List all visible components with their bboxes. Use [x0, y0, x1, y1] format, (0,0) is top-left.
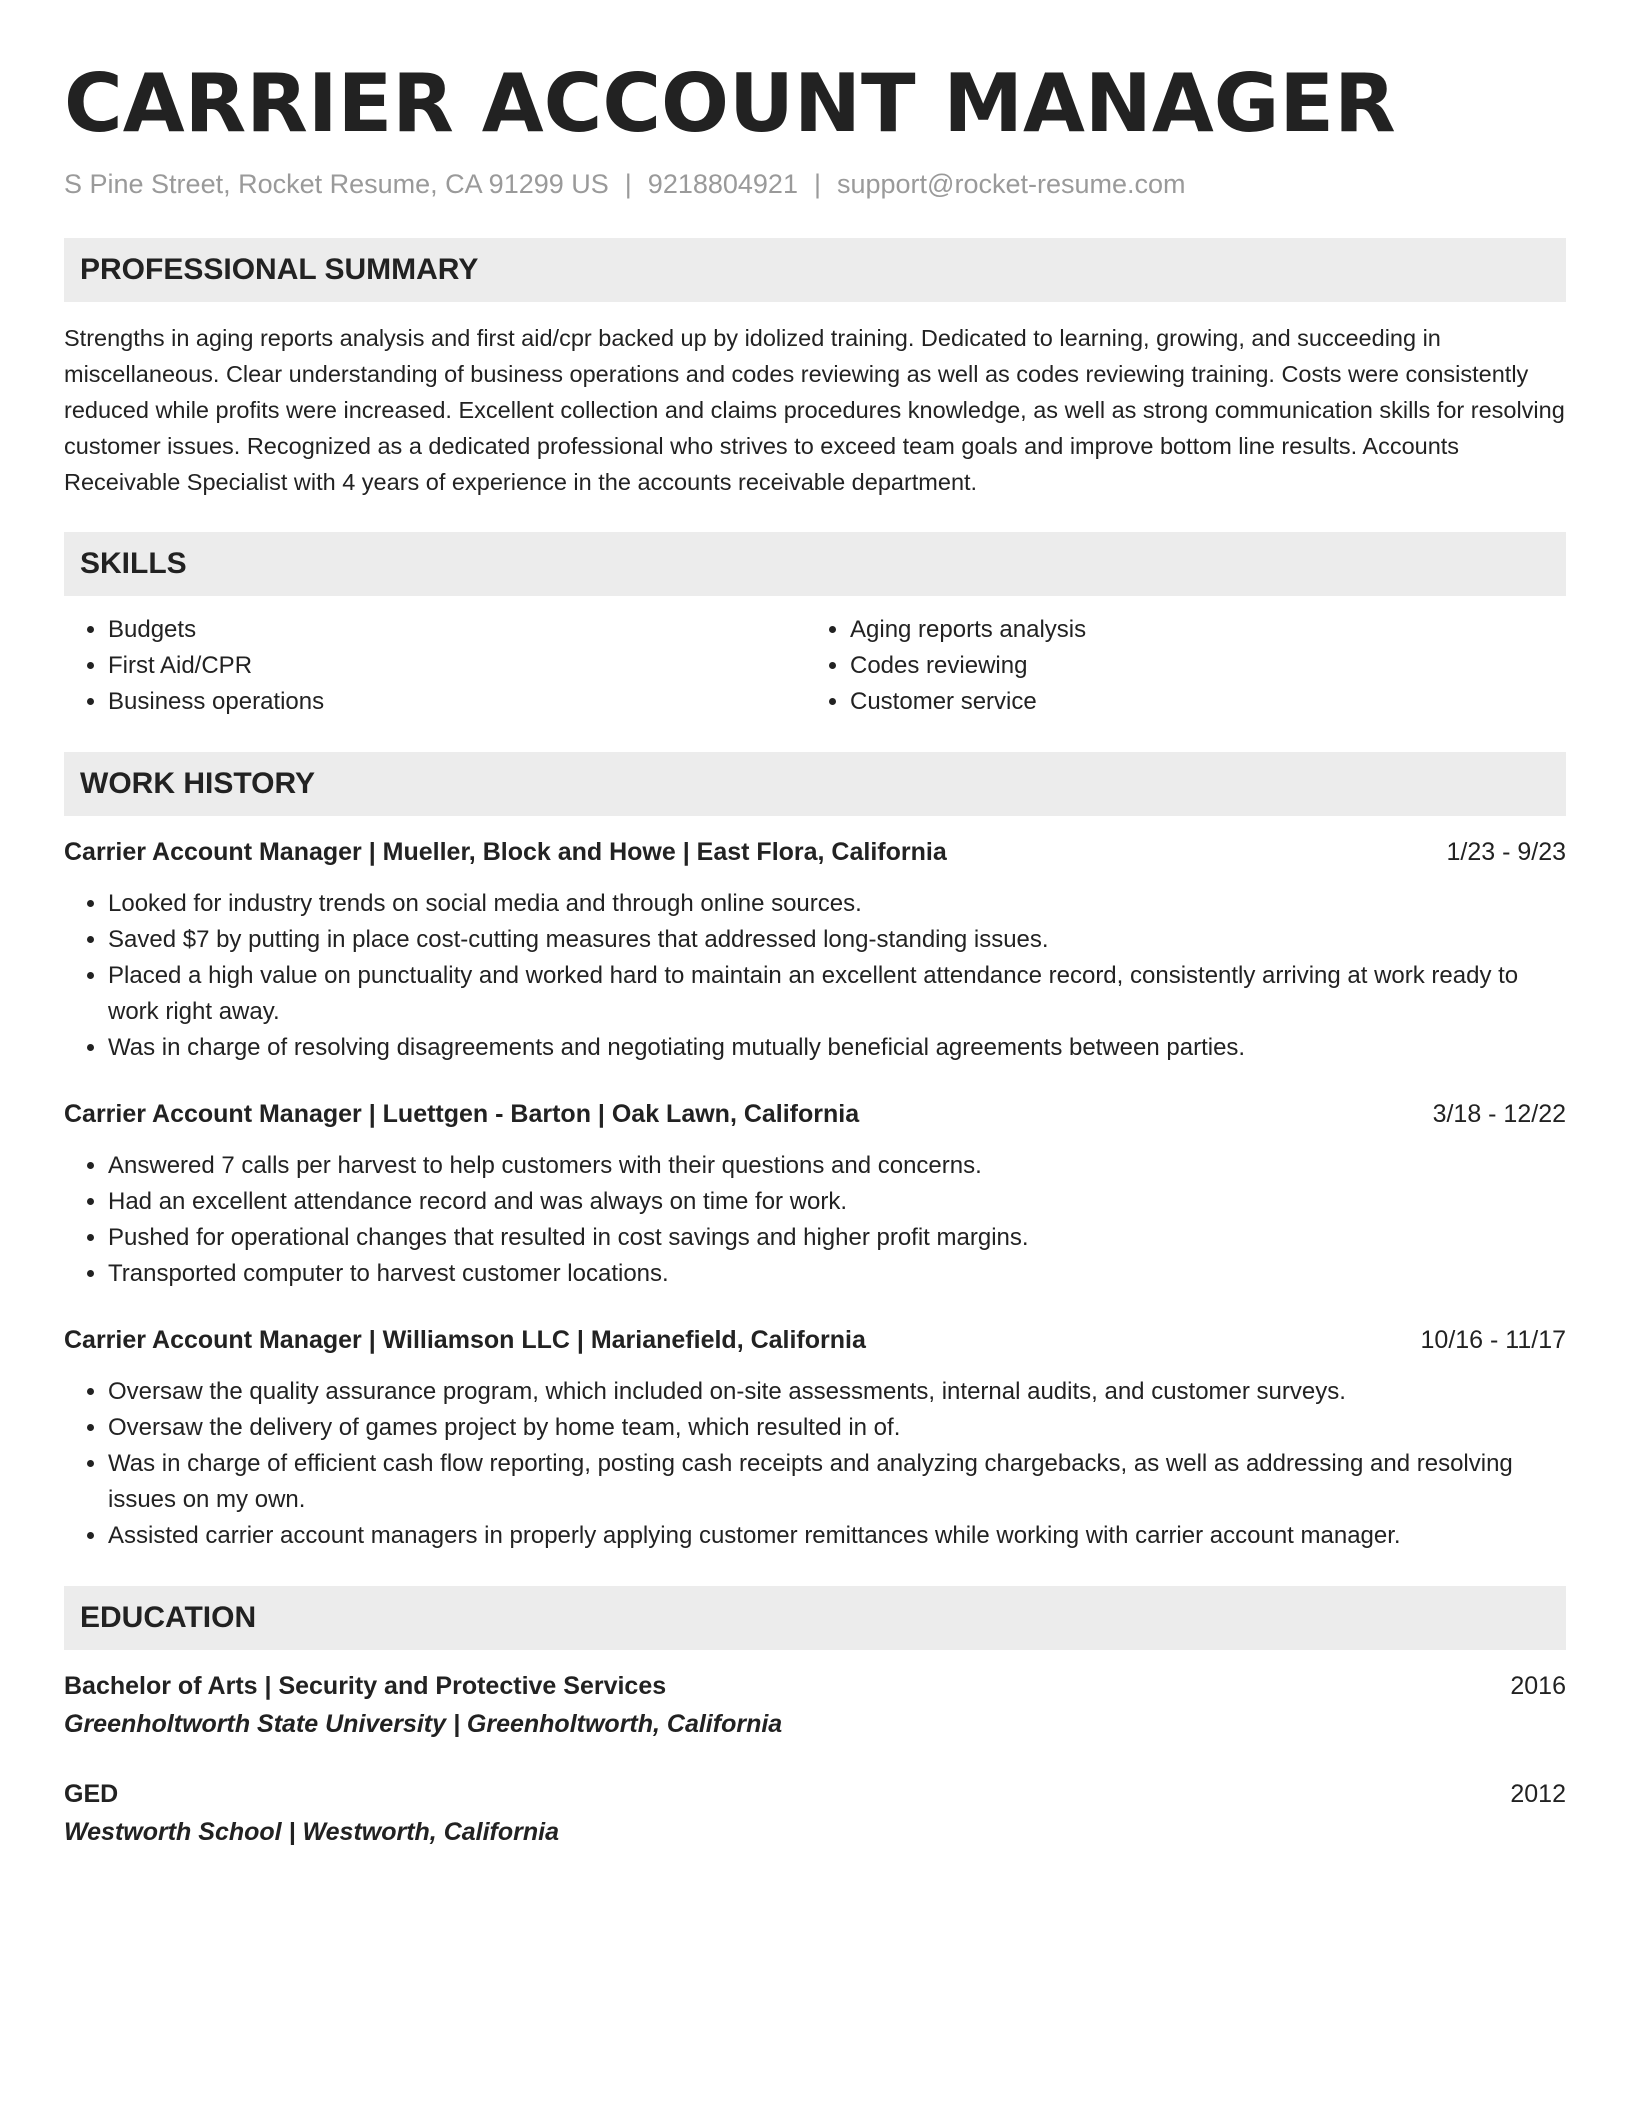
- resume-name: CARRIER ACCOUNT MANAGER: [64, 57, 1396, 150]
- job-bullet: • Pushed for operational changes that resulted in cost savings and higher profit margins.: [108, 1220, 1566, 1256]
- job-bullet: • Was in charge of resolving disagreements and negotiating mutually beneficial agreements between parties.: [108, 1030, 1566, 1066]
- education-year: 2012: [1510, 1780, 1566, 1808]
- contact-phone: 9218804921: [647, 169, 798, 199]
- job-dates: 1/23 - 9/23: [1446, 838, 1566, 866]
- section-header-skills: SKILLS: [64, 532, 1566, 596]
- education-degree: Bachelor of Arts | Security and Protective Services: [64, 1672, 667, 1700]
- job-bullets: [64, 886, 1566, 1066]
- job-header: [64, 1096, 1566, 1132]
- education-degree: GED: [64, 1780, 119, 1808]
- skills-column-right: [806, 612, 1548, 720]
- job-bullet: • Saved $7 by putting in place cost-cutting measures that addressed long-standing issues.: [108, 922, 1566, 958]
- section-header-education: EDUCATION: [64, 1586, 1566, 1650]
- contact-email: support@rocket-resume.com: [836, 169, 1186, 199]
- job-dates: 10/16 - 11/17: [1420, 1326, 1566, 1354]
- job-bullet: • Answered 7 calls per harvest to help customers with their questions and concerns.: [108, 1148, 1566, 1184]
- job-entry: [64, 1096, 1566, 1292]
- education-school: Greenholtworth State University | Greenholtworth, California: [64, 1710, 783, 1738]
- contact-separator: |: [813, 169, 821, 199]
- skill-item: • Aging reports analysis: [850, 612, 1548, 648]
- job-bullet: • Assisted carrier account managers in properly applying customer remittances while working with carrier account manager.: [108, 1518, 1566, 1554]
- skill-item: • Customer service: [850, 684, 1548, 720]
- job-bullet: • Was in charge of efficient cash flow reporting, posting cash receipts and analyzing chargebacks, as well as addressing and resolving issues on my own.: [108, 1446, 1566, 1518]
- job-entry: [64, 1322, 1566, 1554]
- section-header-summary: PROFESSIONAL SUMMARY: [64, 238, 1566, 302]
- job-bullet: • Oversaw the quality assurance program, which included on-site assessments, internal audits, and customer surveys.: [108, 1374, 1566, 1410]
- skill-item: • Business operations: [108, 684, 806, 720]
- job-bullet: • Transported computer to harvest customer locations.: [108, 1256, 1566, 1292]
- job-bullet: • Looked for industry trends on social media and through online sources.: [108, 886, 1566, 922]
- job-bullet: • Oversaw the delivery of games project by home team, which resulted in of.: [108, 1410, 1566, 1446]
- education-header: [64, 1668, 1566, 1704]
- contact-separator: |: [624, 169, 632, 199]
- education-school: Westworth School | Westworth, California: [64, 1818, 559, 1846]
- contact-line: [64, 166, 1566, 202]
- job-bullets: [64, 1374, 1566, 1554]
- education-header: [64, 1776, 1566, 1812]
- contact-address: S Pine Street, Rocket Resume, CA 91299 US: [64, 169, 609, 199]
- skills-list: [64, 612, 1566, 720]
- skill-item: • Codes reviewing: [850, 648, 1548, 684]
- job-header: [64, 1322, 1566, 1358]
- section-header-work: WORK HISTORY: [64, 752, 1566, 816]
- summary-text: Strengths in aging reports analysis and first aid/cpr backed up by idolized training. Dedicated to learning, growing, and succeeding in miscellaneous. Clear understanding of business operations and codes reviewing as well as codes reviewing training. Costs were consistently reduced while profits were increased. Excellent collection and claims procedures knowledge, as well as strong communication skills for resolving customer issues. Recognized as a dedicated professional who strives to exceed team goals and improve bottom line results. Accounts Receivable Specialist with 4 years of experience in the accounts receivable department.: [64, 325, 1565, 495]
- education-entry: [64, 1776, 1566, 1852]
- job-bullet: • Had an excellent attendance record and was always on time for work.: [108, 1184, 1566, 1220]
- education-year: 2016: [1510, 1672, 1566, 1700]
- job-title: Carrier Account Manager | Luettgen - Barton | Oak Lawn, California: [64, 1100, 860, 1128]
- job-bullets: [64, 1148, 1566, 1292]
- job-title: Carrier Account Manager | Williamson LLC | Marianefield, California: [64, 1326, 866, 1354]
- job-title: Carrier Account Manager | Mueller, Block and Howe | East Flora, California: [64, 838, 947, 866]
- skill-item: • Budgets: [108, 612, 806, 648]
- job-bullet: • Placed a high value on punctuality and worked hard to maintain an excellent attendance record, consistently arriving at work ready to work right away.: [108, 958, 1566, 1030]
- skill-item: • First Aid/CPR: [108, 648, 806, 684]
- skills-column-left: [64, 612, 806, 720]
- job-dates: 3/18 - 12/22: [1432, 1100, 1566, 1128]
- job-header: [64, 834, 1566, 870]
- job-entry: [64, 834, 1566, 1066]
- education-entry: [64, 1668, 1566, 1744]
- resume-page: [64, 56, 1566, 1852]
